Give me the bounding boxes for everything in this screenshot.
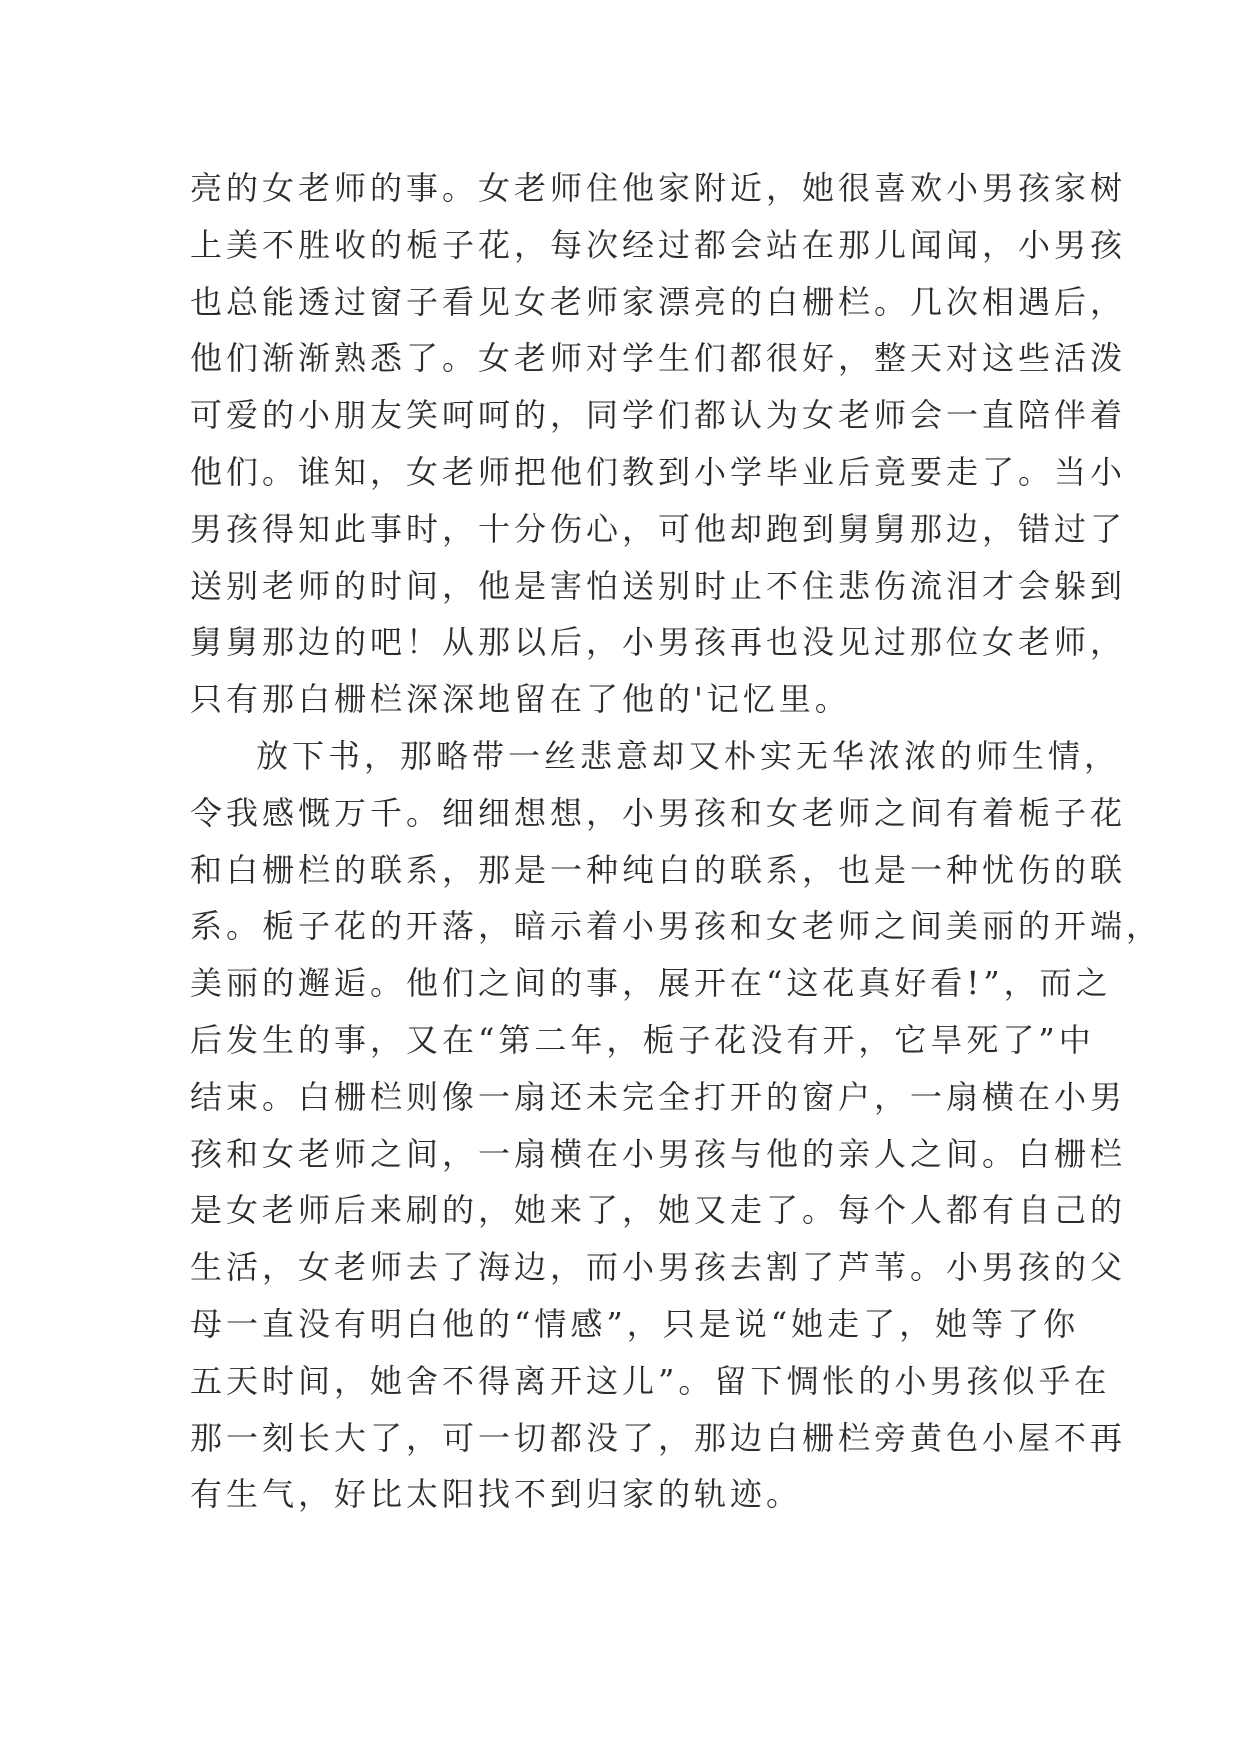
text-line: 舅舅那边的吧！从那以后，小男孩再也没见过那位女老师， <box>190 623 1127 662</box>
text-line: 男孩得知此事时，十分伤心，可他却跑到舅舅那边，错过了 <box>190 509 1127 548</box>
text-line: 他们渐渐熟悉了。女老师对学生们都很好，整天对这些活泼 <box>190 339 1127 378</box>
text-line: 美丽的邂逅。他们之间的事，展开在“这花真好看!”，而之 <box>190 964 1112 1003</box>
text-line: 上美不胜收的栀子花，每次经过都会站在那儿闻闻，小男孩 <box>190 225 1127 264</box>
text-line: 母一直没有明白他的“情感”，只是说“她走了，她等了你 <box>190 1304 1080 1343</box>
text-line: 有生气，好比太阳找不到归家的轨迹。 <box>190 1475 803 1514</box>
text-line: 他们。谁知，女老师把他们教到小学毕业后竟要走了。当小 <box>190 452 1127 491</box>
text-line: 可爱的小朋友笑呵呵的，同学们都认为女老师会一直陪伴着 <box>190 396 1127 435</box>
text-line: 也总能透过窗子看见女老师家漂亮的白栅栏。几次相遇后， <box>190 282 1127 321</box>
text-line: 那一刻长大了，可一切都没了，那边白栅栏旁黄色小屋不再 <box>190 1418 1127 1457</box>
paragraph-2 <box>190 728 1163 1523</box>
text-line: 系。栀子花的开落，暗示着小男孩和女老师之间美丽的开端， <box>190 907 1163 946</box>
text-line: 只有那白栅栏深深地留在了他的'记忆里。 <box>190 680 851 719</box>
text-line: 是女老师后来刷的，她来了，她又走了。每个人都有自己的 <box>190 1191 1127 1230</box>
text-line: 送别老师的时间，他是害怕送别时止不住悲伤流泪才会躲到 <box>190 566 1127 605</box>
text-line: 五天时间，她舍不得离开这儿”。留下惆怅的小男孩似乎在 <box>190 1361 1111 1400</box>
text-line-indented: 放下书，那略带一丝悲意却又朴实无华浓浓的师生情， <box>256 736 1121 775</box>
text-line: 后发生的事，又在“第二年，栀子花没有开，它旱死了”中 <box>190 1020 1095 1059</box>
text-line: 和白栅栏的联系，那是一种纯白的联系，也是一种忧伤的联 <box>190 850 1127 889</box>
text-line: 孩和女老师之间，一扇横在小男孩与他的亲人之间。白栅栏 <box>190 1134 1127 1173</box>
text-line: 生活，女老师去了海边，而小男孩去割了芦苇。小男孩的父 <box>190 1248 1127 1287</box>
paragraph-1 <box>190 160 1127 728</box>
essay-body <box>190 160 1163 1523</box>
text-line: 亮的女老师的事。女老师住他家附近，她很喜欢小男孩家树 <box>190 169 1127 207</box>
text-line: 令我感慨万千。细细想想，小男孩和女老师之间有着栀子花 <box>190 793 1127 832</box>
text-line: 结束。白栅栏则像一扇还未完全打开的窗户，一扇横在小男 <box>190 1077 1127 1116</box>
